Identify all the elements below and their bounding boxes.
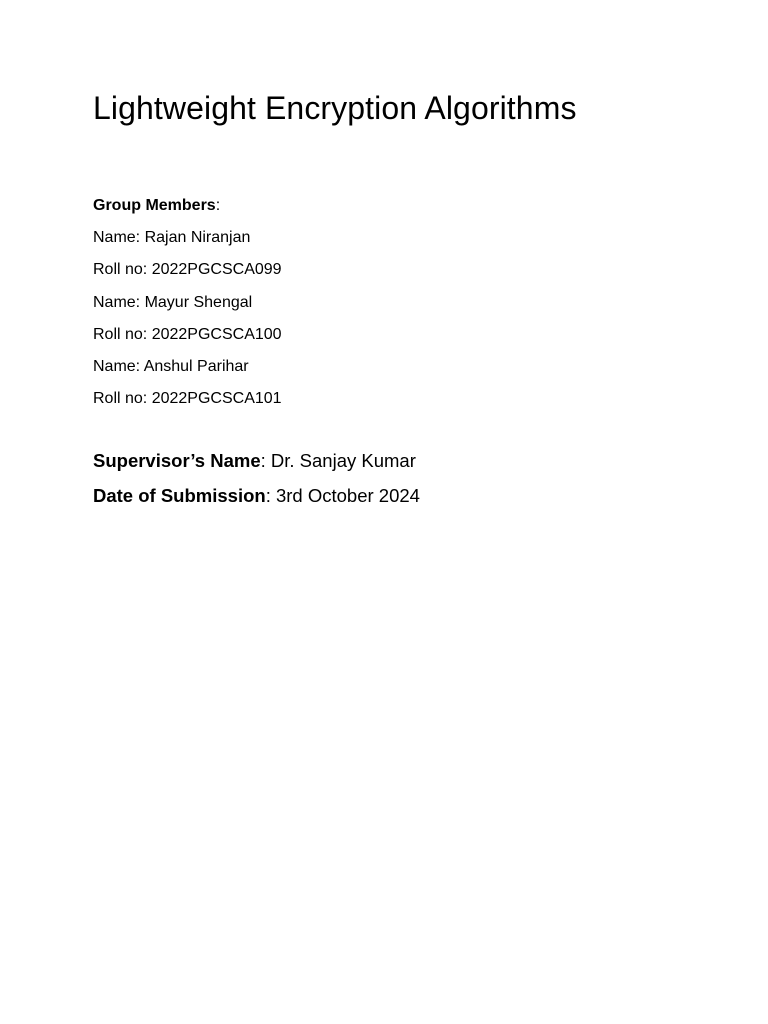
- submission-date-label: Date of Submission: [93, 485, 266, 506]
- member-name: Name: Mayur Shengal: [93, 293, 253, 311]
- member-name: Name: Anshul Parihar: [93, 357, 249, 375]
- supervisor-label: Supervisor’s Name: [93, 450, 261, 471]
- group-members-suffix: :: [215, 197, 221, 214]
- member-roll-number: Roll no: 2022PGCSCA100: [93, 325, 282, 343]
- document-title: Lightweight Encryption Algorithms: [93, 90, 577, 126]
- member-name: Name: Rajan Niranjan: [93, 229, 251, 247]
- supervisor-value: : Dr. Sanjay Kumar: [260, 450, 416, 471]
- group-members-label: Group Members: [93, 197, 216, 214]
- submission-details: [93, 449, 420, 519]
- member-roll-number: Roll no: 2022PGCSCA099: [93, 261, 282, 279]
- member-roll-number: Roll no: 2022PGCSCA101: [93, 390, 282, 408]
- group-members-heading: [93, 196, 282, 228]
- submission-date-value: : 3rd October 2024: [265, 485, 420, 506]
- group-members-section: [93, 196, 282, 421]
- submission-date-line: [93, 484, 420, 519]
- supervisor-line: [93, 449, 420, 484]
